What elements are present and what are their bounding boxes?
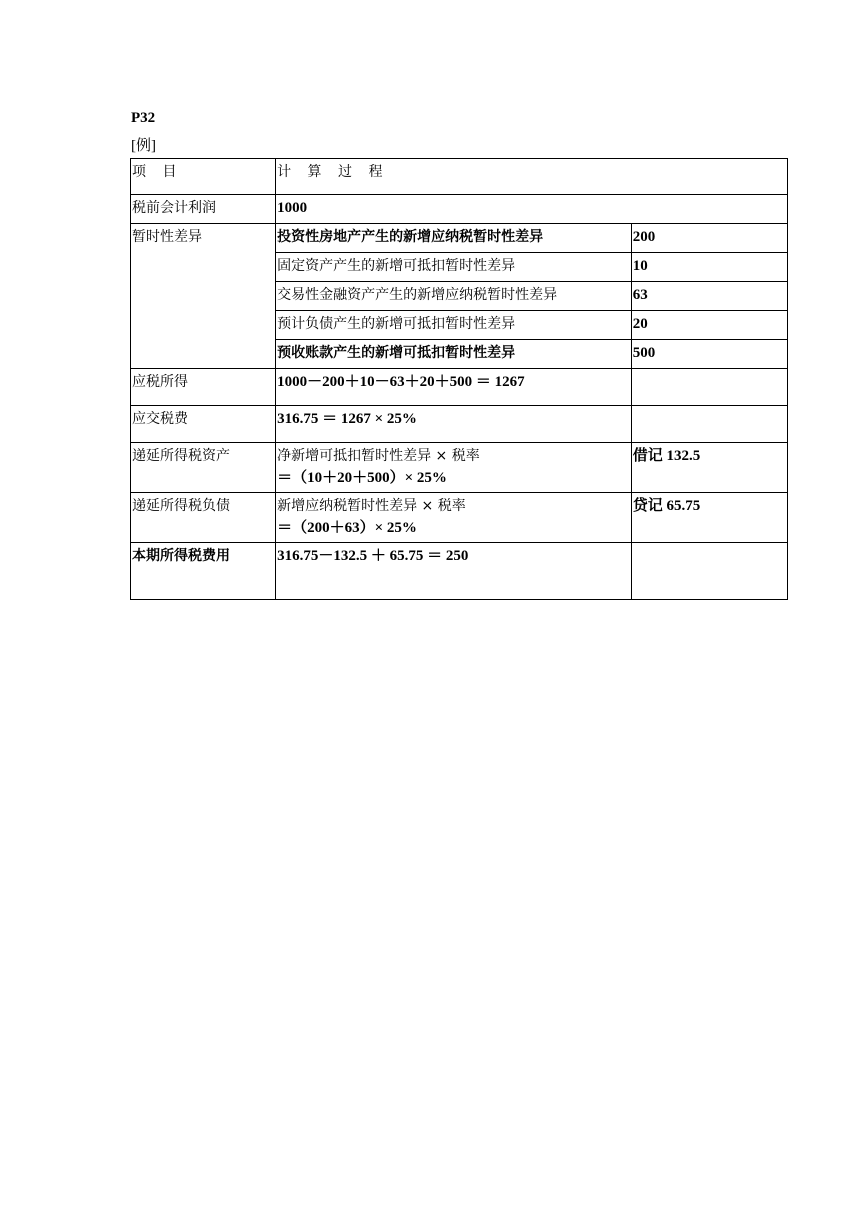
table-row bbox=[131, 443, 788, 493]
income-tax-expense-amount bbox=[631, 543, 787, 600]
table-row bbox=[131, 224, 788, 253]
tax-calculation-table bbox=[130, 158, 788, 600]
deferred-tax-asset-amount: 借记 132.5 bbox=[631, 443, 787, 493]
temporary-differences-label: 暂时性差异 bbox=[131, 224, 276, 369]
tax-payable-label: 应交税费 bbox=[131, 406, 276, 443]
difference-desc: 预收账款产生的新增可抵扣暂时性差异 bbox=[276, 340, 632, 369]
income-tax-expense-label: 本期所得税费用 bbox=[131, 543, 276, 600]
taxable-income-amount bbox=[631, 369, 787, 406]
difference-amount: 200 bbox=[631, 224, 787, 253]
tax-payable-amount bbox=[631, 406, 787, 443]
difference-desc: 固定资产产生的新增可抵扣暂时性差异 bbox=[276, 253, 632, 282]
taxable-income-formula: 1000－200＋10－63＋20＋500 ＝ 1267 bbox=[276, 369, 632, 406]
difference-amount: 20 bbox=[631, 311, 787, 340]
difference-desc: 投资性房地产产生的新增应纳税暂时性差异 bbox=[276, 224, 632, 253]
difference-amount: 10 bbox=[631, 253, 787, 282]
formula-line: 净新增可抵扣暂时性差异 × 税率 bbox=[277, 448, 480, 464]
pretax-profit-label: 税前会计利润 bbox=[131, 195, 276, 224]
deferred-tax-asset-formula bbox=[276, 443, 632, 493]
page-number: P32 bbox=[131, 110, 156, 126]
difference-amount: 500 bbox=[631, 340, 787, 369]
pretax-profit-value: 1000 bbox=[276, 195, 788, 224]
example-label: [例] bbox=[131, 138, 156, 154]
deferred-tax-liability-formula bbox=[276, 493, 632, 543]
deferred-tax-asset-label: 递延所得税资产 bbox=[131, 443, 276, 493]
formula-line: 新增应纳税暂时性差异 × 税率 bbox=[277, 498, 466, 514]
taxable-income-label: 应税所得 bbox=[131, 369, 276, 406]
difference-amount: 63 bbox=[631, 282, 787, 311]
formula-line: ＝（200＋63）× 25% bbox=[277, 520, 417, 536]
difference-desc: 交易性金融资产产生的新增应纳税暂时性差异 bbox=[276, 282, 632, 311]
table-row bbox=[131, 406, 788, 443]
tax-payable-formula: 316.75 ＝ 1267 × 25% bbox=[276, 406, 632, 443]
difference-desc: 预计负债产生的新增可抵扣暂时性差异 bbox=[276, 311, 632, 340]
header-calculation: 计 算 过 程 bbox=[276, 159, 788, 195]
income-tax-expense-formula: 316.75－132.5 ＋ 65.75 ＝ 250 bbox=[276, 543, 632, 600]
table-row bbox=[131, 543, 788, 600]
header-item: 项 目 bbox=[131, 159, 276, 195]
formula-line: ＝（10＋20＋500）× 25% bbox=[277, 470, 447, 486]
table-row bbox=[131, 493, 788, 543]
table-row bbox=[131, 369, 788, 406]
table-header-row bbox=[131, 159, 788, 195]
deferred-tax-liability-label: 递延所得税负债 bbox=[131, 493, 276, 543]
table-row bbox=[131, 195, 788, 224]
deferred-tax-liability-amount: 贷记 65.75 bbox=[631, 493, 787, 543]
